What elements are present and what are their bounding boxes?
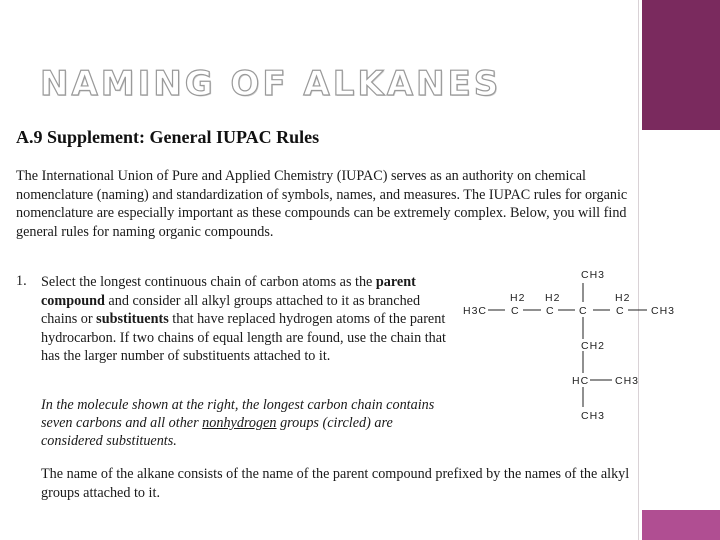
atom-h3c: H3C [463,305,488,317]
molecule-note [41,396,441,450]
rule-1-bold-parent: parent compound [41,274,416,309]
note-underlined: nonhydrogen [202,415,277,431]
atom-c-c: C [616,305,625,317]
slide-title: NAMING OF ALKANES [40,64,502,104]
atom-ch3-top: CH3 [581,269,606,281]
atom-ch2-down: CH2 [581,340,606,352]
atom-ch3-right: CH3 [651,305,676,317]
rule-1-bold-substituents: substituents [96,311,169,327]
atom-h2-a: H2 [510,292,526,304]
rule-number: 1. [16,273,27,289]
section-heading: A.9 Supplement: General IUPAC Rules [16,127,320,147]
atom-c-a: C [511,305,520,317]
atom-h2-b: H2 [545,292,561,304]
closing-paragraph: The name of the alkane consists of the name of the parent compound prefixed by the names of the alkyl groups attached to it. [41,466,630,501]
rule-1-part3: that have replaced hydrogen atoms of the parent hydrocarbon. If two chains of equal length are found, use the chain that has the larger number of substituents attached to it. [41,311,446,364]
atom-c-b: C [546,305,555,317]
accent-bar-top [642,0,720,130]
atom-ch3-hc: CH3 [615,375,640,387]
rule-1-part1: Select the longest continuous chain of carbon atoms as the [41,274,373,290]
rule-1-text [41,273,451,366]
note-part2: groups (circled) are considered substituents. [41,415,393,449]
atom-hc: HC [572,375,590,387]
accent-bar-bottom [642,510,720,540]
molecule-structure-diagram [455,255,685,435]
rule-1-part2: and consider all alkyl groups attached to it as branched chains or [41,292,421,327]
intro-paragraph: The International Union of Pure and Applied Chemistry (IUPAC) serves as an authority on chemical nomenclature (naming) and standardization of symbols, names, and measures. The IUPAC rules for organic nomenclature are especially important as these compounds can be extremely complex. Below, you will find general rules for naming organic compounds. [16,168,628,240]
atom-h2-c: H2 [615,292,631,304]
atom-ch3-bottom: CH3 [581,410,606,422]
note-part1: In the molecule shown at the right, the longest carbon chain contains seven carbons and all other [41,397,435,431]
atom-c-center: C [579,305,588,317]
